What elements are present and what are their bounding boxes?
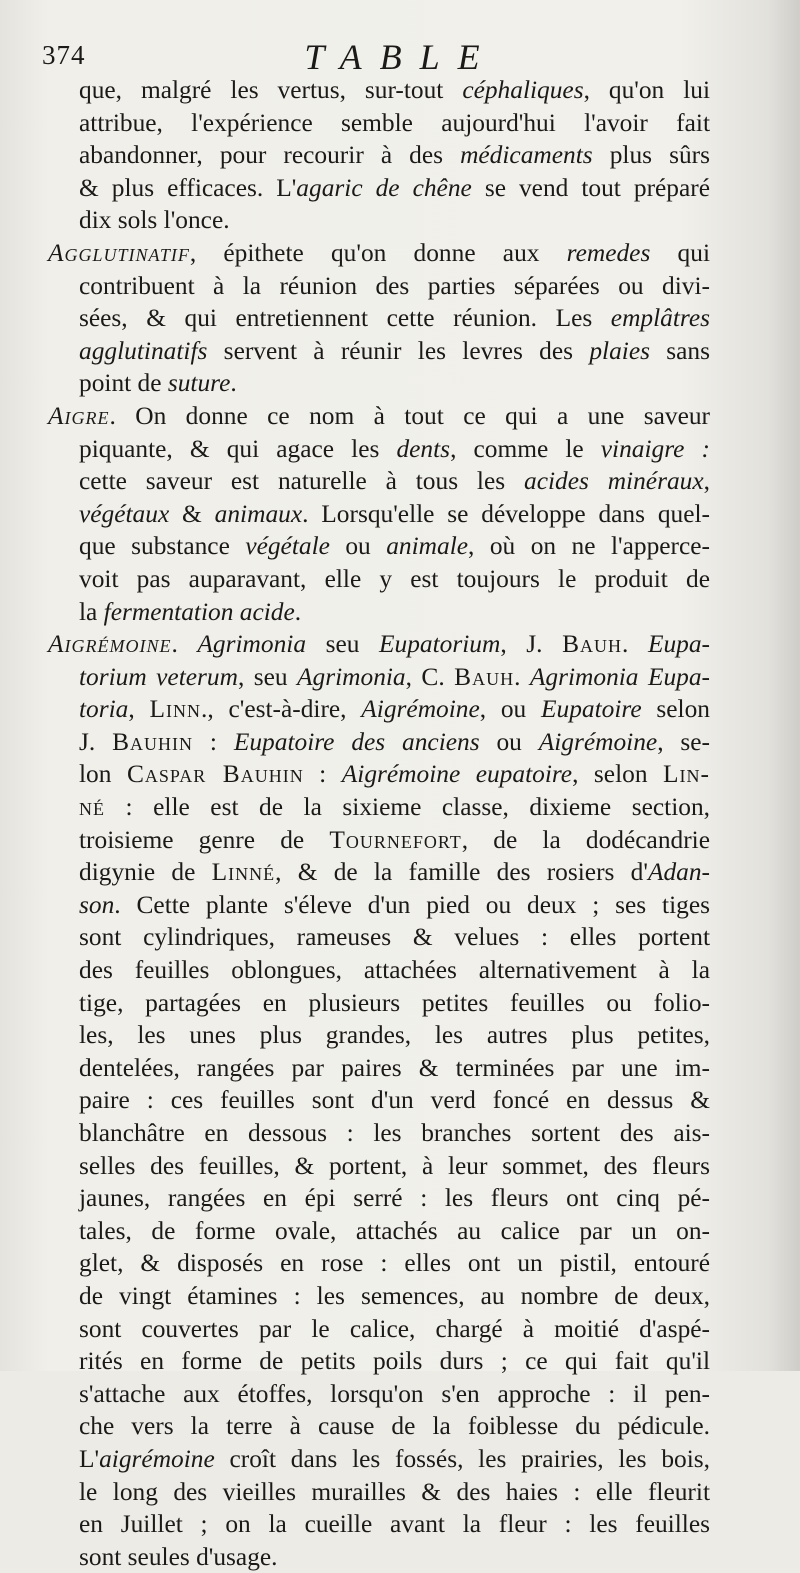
text-run: Linné xyxy=(211,858,276,887)
text-line xyxy=(48,1052,710,1085)
text-run: tige, partagées en plusieurs petites feuilles ou folio- xyxy=(79,988,710,1017)
text-line xyxy=(48,1247,710,1280)
text-run: contribuent à la réunion des parties séparées ou divi- xyxy=(79,271,710,300)
text-run: que, malgré les vertus, sur-tout xyxy=(79,76,463,104)
text-run: . On donne ce nom à tout ce qui a une saveur xyxy=(109,401,710,430)
text-run: , où on ne l'apperce- xyxy=(468,532,710,561)
text-line xyxy=(48,563,710,596)
text-run: , & de la famille des rosiers d' xyxy=(275,858,648,887)
text-run: que substance xyxy=(79,532,246,561)
text-run: sont seules d'usage. xyxy=(79,1542,278,1571)
text-run: Agrimonia xyxy=(197,630,307,659)
text-run: végétale xyxy=(245,532,330,561)
text-run: des feuilles oblongues, attachées alternativement à la xyxy=(79,956,710,985)
text-line xyxy=(48,1182,710,1215)
text-run: dents xyxy=(396,434,451,463)
text-run: rités en forme de petits poils durs ; ce qui fait qu'il xyxy=(79,1347,710,1376)
text-run: jaunes, rangées en épi serré : les fleurs ont cinq pé- xyxy=(79,1184,710,1213)
text-run: fermentation acide xyxy=(103,597,295,626)
text-run: sans xyxy=(649,336,711,365)
text-run: torium veterum xyxy=(79,662,238,691)
text-run: végétaux xyxy=(79,499,170,528)
text-run: . xyxy=(294,597,302,626)
text-run: Eupatorium xyxy=(379,630,501,659)
text-run: , selon xyxy=(572,760,664,789)
text-run: blanchâtre en dessous : les branches sortent des ais- xyxy=(79,1119,710,1147)
text-line xyxy=(48,1410,710,1443)
text-run: Bauh xyxy=(562,630,623,659)
text-run: , xyxy=(128,695,150,724)
text-run: : elle est de la sixieme classe, dixieme section, xyxy=(105,793,710,822)
text-line xyxy=(48,726,710,759)
text-run: sont couvertes par le calice, chargé à moitié d'aspé- xyxy=(79,1314,710,1343)
text-run: les, les unes plus grandes, les autres plus petites, xyxy=(79,1021,710,1050)
text-run: Caspar Bauhin xyxy=(126,760,304,789)
text-run: voit pas auparavant, elle y est toujours le produit de xyxy=(79,564,710,593)
text-run: , J. xyxy=(500,630,563,659)
text-line xyxy=(48,1378,710,1411)
text-line xyxy=(48,172,710,205)
text-run: ou xyxy=(479,727,539,756)
text-line xyxy=(48,335,710,368)
text-run: dentelées, rangées par paires & terminées par une im- xyxy=(79,1053,710,1082)
text-run: Bauh xyxy=(454,662,515,691)
text-run: sées, & qui entretiennent cette réunion. Les xyxy=(79,304,611,333)
text-line xyxy=(48,758,710,791)
text-run: L' xyxy=(79,1444,100,1473)
text-run: Aigrémoine xyxy=(538,727,658,756)
text-run: Lin- xyxy=(663,760,710,789)
text-line xyxy=(48,1345,710,1378)
text-run: , ou xyxy=(479,695,542,724)
text-line xyxy=(48,889,710,922)
text-line xyxy=(48,302,710,335)
text-line xyxy=(48,465,710,498)
text-line xyxy=(48,791,710,824)
text-run: plus sûrs xyxy=(592,141,710,170)
text-run: s'attache aux étoffes, lorsqu'on s'en approche : il pen- xyxy=(79,1379,710,1408)
text-run: ou xyxy=(329,532,387,561)
text-line xyxy=(48,107,710,140)
text-run: Eupatoire des anciens xyxy=(233,727,480,756)
text-line xyxy=(48,1443,710,1476)
text-line xyxy=(48,693,710,726)
text-line xyxy=(48,1117,710,1150)
text-run: . xyxy=(622,630,648,659)
text-run: Bauhin xyxy=(112,727,194,756)
text-line xyxy=(48,921,710,954)
running-title: TABLE xyxy=(304,37,498,77)
text-run: la xyxy=(79,597,104,626)
text-run: se vend tout préparé xyxy=(471,173,710,202)
text-run: remedes xyxy=(566,238,651,267)
text-run: , C. xyxy=(405,662,455,691)
text-run: point de xyxy=(79,369,168,398)
text-run: Agrimonia Eupa- xyxy=(529,662,710,691)
text-run: attribue, l'expérience semble aujourd'hui l'avoir fait xyxy=(79,108,710,137)
text-line xyxy=(48,433,710,466)
text-run: & plus efficaces. L' xyxy=(79,173,297,202)
text-line xyxy=(48,1476,710,1509)
text-line xyxy=(48,1150,710,1183)
text-run: Eupatoire xyxy=(541,695,642,724)
entry-headword: Aigre xyxy=(48,401,110,430)
text-run: plaies xyxy=(589,336,650,365)
entry-headword: Agglutinatif xyxy=(48,238,190,267)
text-run: , de la dodécandrie xyxy=(461,825,710,854)
text-line xyxy=(48,1508,710,1541)
text-run: , comme le xyxy=(450,434,601,463)
text-line xyxy=(48,400,710,433)
text-run: Agrimonia xyxy=(297,662,406,691)
text-run: selles des feuilles, & portent, à leur sommet, des fleurs xyxy=(79,1151,710,1180)
text-run: suture xyxy=(167,369,231,398)
text-run: animaux xyxy=(214,499,303,528)
text-line xyxy=(48,1313,710,1346)
text-run: croît dans les fossés, les prairies, les bois, xyxy=(214,1444,710,1473)
text-run: abandonner, pour recourir à des xyxy=(79,141,461,170)
text-run: né xyxy=(79,793,105,822)
text-run: dix sols l'once. xyxy=(79,206,230,235)
text-run: Tournefort xyxy=(329,825,462,854)
text-line xyxy=(48,1215,710,1248)
text-run: , qu'on lui xyxy=(583,76,710,104)
text-run: : xyxy=(193,727,234,756)
text-run: toria xyxy=(79,695,129,724)
text-run: . xyxy=(171,630,198,659)
page-number: 374 xyxy=(42,40,86,70)
text-run: agglutinatifs xyxy=(79,336,208,365)
text-run: agaric de chêne xyxy=(296,173,472,202)
text-run: lon xyxy=(79,760,127,789)
text-run: . xyxy=(230,369,237,398)
text-line xyxy=(48,824,710,857)
text-line xyxy=(48,74,710,107)
text-run: paire : ces feuilles sont d'un verd foncé en dessus & xyxy=(79,1086,710,1115)
text-line xyxy=(48,856,710,889)
text-line xyxy=(48,1019,710,1052)
text-run: : xyxy=(303,760,342,789)
text-run: . Cette plante s'éleve d'un pied ou deux ; ses tiges xyxy=(114,890,710,919)
text-run: de vingt étamines : les semences, au nombre de deux, xyxy=(79,1281,710,1310)
text-run: ., c'est-à-dire, xyxy=(201,695,362,724)
text-line xyxy=(48,661,710,694)
text-line xyxy=(48,954,710,987)
text-run: vinaigre : xyxy=(600,434,710,463)
text-run: le long des vieilles murailles & des haies : elle fleurit xyxy=(79,1477,710,1506)
text-run: animale xyxy=(386,532,469,561)
text-run: cette saveur est naturelle à tous les xyxy=(79,467,524,496)
text-run: aigrémoine xyxy=(99,1444,215,1473)
text-run: céphaliques xyxy=(462,76,584,104)
text-run: troisieme genre de xyxy=(79,825,330,854)
text-line xyxy=(48,498,710,531)
text-run: son xyxy=(79,890,115,919)
text-run: selon xyxy=(641,695,710,724)
text-run: Adan- xyxy=(647,858,710,887)
text-line xyxy=(48,1084,710,1117)
text-run: qui xyxy=(650,238,710,267)
text-run: , se- xyxy=(657,727,711,756)
text-run: che vers la terre à cause de la foiblesse du pédicule. xyxy=(79,1412,710,1441)
text-run: , épithete qu'on donne aux xyxy=(189,238,567,267)
text-run: en Juillet ; on la cueille avant la fleur : les feuilles xyxy=(79,1510,710,1539)
text-run: digynie de xyxy=(79,858,212,887)
text-line xyxy=(48,987,710,1020)
entry-headword: Aigrémoine xyxy=(48,630,172,659)
text-run: seu xyxy=(306,630,380,659)
text-run: , xyxy=(703,467,710,496)
text-line xyxy=(48,139,710,172)
text-run: , seu xyxy=(237,662,298,691)
text-line xyxy=(48,628,710,661)
text-line xyxy=(48,204,710,237)
page-header xyxy=(42,36,760,76)
text-run: tales, de forme ovale, attachés au calice par un on- xyxy=(79,1216,710,1245)
text-run: Aigrémoine eupatoire xyxy=(341,760,573,789)
text-line xyxy=(48,270,710,303)
text-line xyxy=(48,367,710,400)
text-run: acides minéraux xyxy=(524,467,704,496)
text-run: Aigrémoine xyxy=(361,695,480,724)
body-text xyxy=(48,74,710,1573)
text-run: . xyxy=(514,662,530,691)
text-line xyxy=(48,1541,710,1573)
text-run: . Lorsqu'elle se développe dans quel- xyxy=(302,499,710,528)
text-run: médicaments xyxy=(460,141,593,170)
text-line xyxy=(48,237,710,270)
text-run: glet, & disposés en rose : elles ont un pistil, entouré xyxy=(79,1249,710,1278)
text-run: sont cylindriques, rameuses & velues : elles portent xyxy=(79,923,710,952)
text-run: servent à réunir les levres des xyxy=(207,336,590,365)
text-run: J. xyxy=(79,727,113,756)
text-line xyxy=(48,530,710,563)
text-run: piquante, & qui agace les xyxy=(79,434,397,463)
text-run: & xyxy=(169,499,215,528)
text-run: Linn xyxy=(149,695,202,724)
text-run: emplâtres xyxy=(610,304,710,333)
text-line xyxy=(48,1280,710,1313)
text-run: Eupa- xyxy=(647,630,710,659)
text-line xyxy=(48,596,710,629)
